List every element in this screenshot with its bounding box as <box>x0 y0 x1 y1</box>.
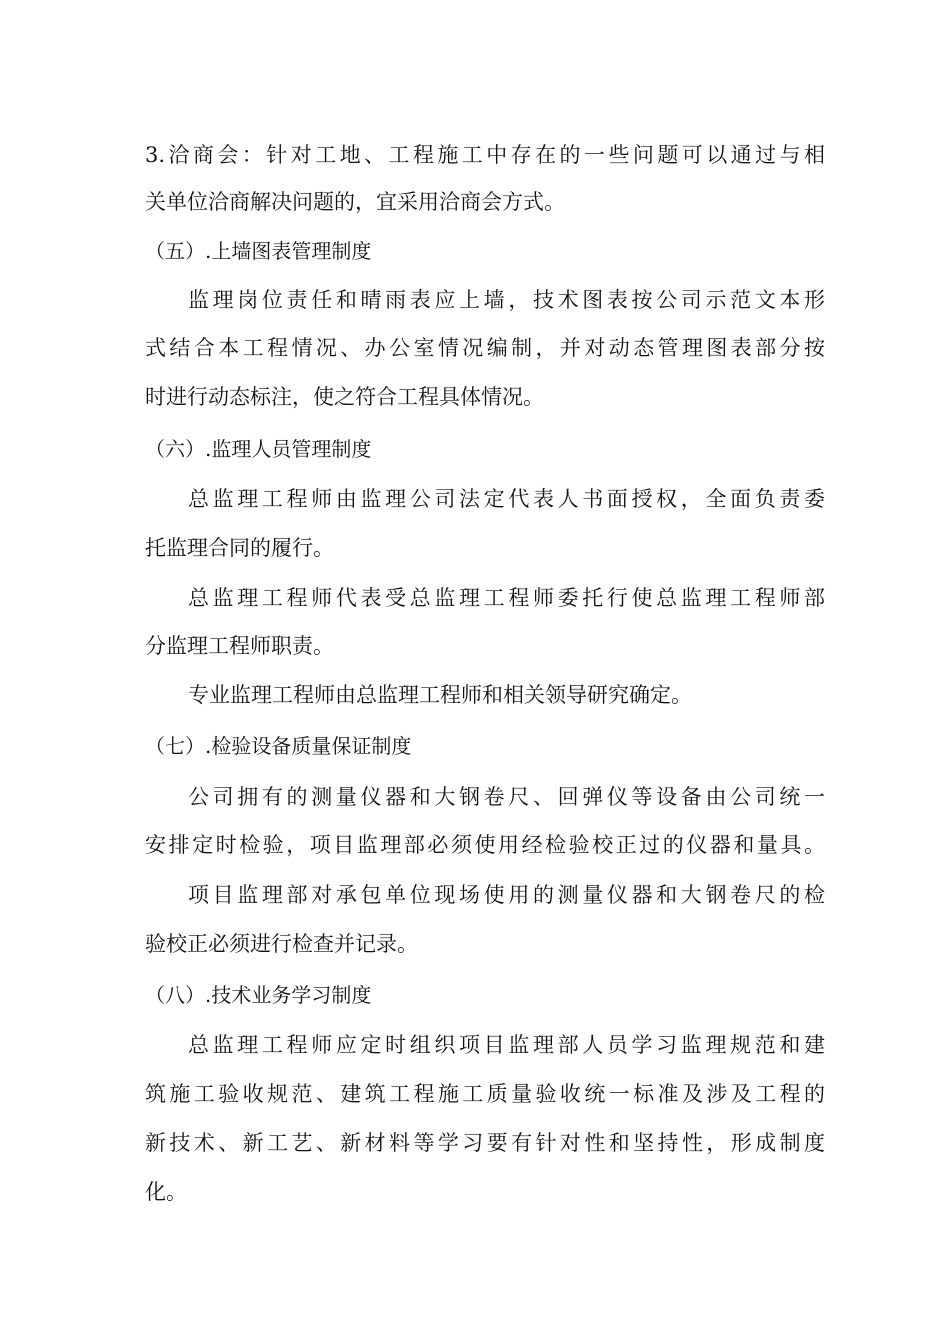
paragraph-line: 3.洽商会：针对工地、工程施工中存在的一些问题可以通过与相 <box>145 143 825 167</box>
paragraph-line: 总监理工程师代表受总监理工程师委托行使总监理工程师部 <box>188 586 825 610</box>
section-heading: （七）.检验设备质量保证制度 <box>145 734 412 758</box>
section-heading: （八）.技术业务学习制度 <box>145 983 372 1007</box>
paragraph-line: 分监理工程师职责。 <box>145 634 334 658</box>
section-heading: （六）.监理人员管理制度 <box>145 437 372 461</box>
paragraph-line: 安排定时检验，项目监理部必须使用经检验校正过的仪器和量具。 <box>145 833 825 857</box>
paragraph-line: 化。 <box>145 1180 187 1204</box>
paragraph-line: 项目监理部对承包单位现场使用的测量仪器和大钢卷尺的检 <box>188 883 825 907</box>
paragraph-line: 新技术、新工艺、新材料等学习要有针对性和坚持性，形成制度 <box>145 1131 825 1155</box>
paragraph-line: 筑施工验收规范、建筑工程施工质量验收统一标准及涉及工程的 <box>145 1082 825 1106</box>
paragraph-line: 验校正必须进行检查并记录。 <box>145 932 418 956</box>
paragraph-line: 总监理工程师应定时组织项目监理部人员学习监理规范和建 <box>188 1033 825 1057</box>
paragraph-line: 关单位洽商解决问题的，宜采用洽商会方式。 <box>145 190 565 214</box>
paragraph-line: 时进行动态标注，使之符合工程具体情况。 <box>145 385 544 409</box>
paragraph-line: 公司拥有的测量仪器和大钢卷尺、回弹仪等设备由公司统一 <box>188 785 825 809</box>
paragraph-line: 式结合本工程情况、办公室情况编制，并对动态管理图表部分按 <box>145 336 825 360</box>
paragraph-line: 监理岗位责任和晴雨表应上墙，技术图表按公司示范文本形 <box>188 288 825 312</box>
section-heading: （五）.上墙图表管理制度 <box>145 239 372 263</box>
paragraph-line: 总监理工程师由监理公司法定代表人书面授权，全面负责委 <box>188 487 825 511</box>
paragraph-line: 专业监理工程师由总监理工程师和相关领导研究确定。 <box>188 683 692 707</box>
paragraph-line: 托监理合同的履行。 <box>145 536 334 560</box>
